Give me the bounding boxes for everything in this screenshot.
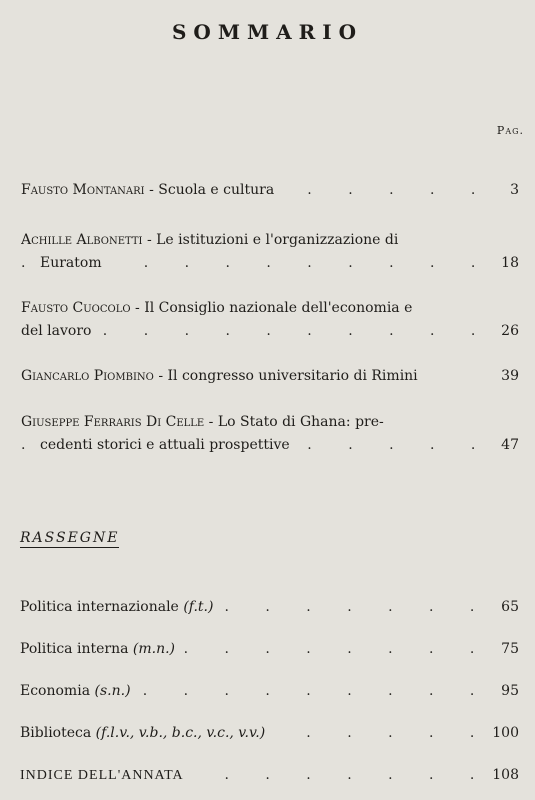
- entry-line: [21, 297, 495, 320]
- entry-page-number: 3: [510, 182, 519, 198]
- entry-page-number: 47: [501, 437, 519, 453]
- rassegna-initials: (m.n.): [132, 641, 176, 657]
- rassegna-entry: [20, 638, 495, 660]
- entry-line: [21, 365, 495, 388]
- entry-page-number: 26: [501, 323, 519, 339]
- entry-title: - Le istituzioni e l'organizzazione di: [146, 232, 399, 248]
- entry-title: - Lo Stato di Ghana: pre-: [208, 414, 384, 430]
- entry-author: Giancarlo Piombino: [21, 368, 154, 384]
- toc-entry: [21, 365, 495, 388]
- rassegna-entry: [20, 722, 495, 744]
- entry-line: [20, 596, 495, 618]
- rassegna-initials: (f.l.v., v.b., b.c., v.c., v.v.): [95, 725, 266, 741]
- entry-line: [21, 252, 495, 275]
- entry-page-number: 65: [501, 599, 519, 615]
- rassegna-initials: (s.n.): [94, 683, 131, 699]
- toc-entry: [21, 179, 495, 202]
- entry-line: [21, 229, 495, 252]
- entry-page-number: 100: [492, 725, 519, 741]
- rassegna-entry: [20, 764, 495, 786]
- toc-entry: [21, 297, 495, 343]
- rassegna-initials: (f.t.): [183, 599, 214, 615]
- entry-page-number: 39: [501, 368, 519, 384]
- rassegna-entry: [20, 596, 495, 618]
- rassegna-title: Politica interna: [20, 641, 129, 657]
- entry-page-number: 108: [492, 767, 519, 783]
- toc-entry: [21, 229, 495, 275]
- page-column-label: Pag.: [496, 124, 524, 137]
- rassegna-entry: [20, 680, 495, 702]
- entry-author: Fausto Montanari: [21, 182, 145, 198]
- entry-line: [21, 320, 495, 343]
- toc-entry: [21, 411, 495, 457]
- entry-line: [20, 722, 495, 744]
- page-title: SOMMARIO: [171, 20, 364, 44]
- rassegna-title: Economia: [20, 683, 91, 699]
- entry-title: - Il congresso universitario di Rimini: [158, 368, 418, 384]
- entry-page-number: 18: [501, 255, 519, 271]
- entry-title-continued: del lavoro: [21, 323, 101, 339]
- annual-index-title: INDICE DELL'ANNATA: [20, 768, 194, 783]
- entry-title: - Il Consiglio nazionale dell'economia e: [135, 300, 413, 316]
- entry-line: [21, 411, 495, 434]
- entry-title-continued: cedenti storici e attuali prospettive: [40, 437, 300, 453]
- entry-page-number: 75: [501, 641, 519, 657]
- entry-author: Giuseppe Ferraris Di Celle: [21, 414, 205, 430]
- entry-page-number: 95: [501, 683, 519, 699]
- entry-title: - Scuola e cultura: [149, 182, 275, 198]
- entry-line: [20, 764, 495, 786]
- entry-author: Achille Albonetti: [21, 232, 143, 248]
- rassegna-title: Politica internazionale: [20, 599, 179, 615]
- entry-author: Fausto Cuocolo: [21, 300, 131, 316]
- section-heading: RASSEGNE: [20, 530, 120, 546]
- entry-title-continued: Euratom: [40, 255, 112, 271]
- rassegna-title: Biblioteca: [20, 725, 92, 741]
- entry-line: [21, 179, 495, 202]
- entry-line: [20, 638, 495, 660]
- entry-line: [20, 680, 495, 702]
- entry-line: [21, 434, 495, 457]
